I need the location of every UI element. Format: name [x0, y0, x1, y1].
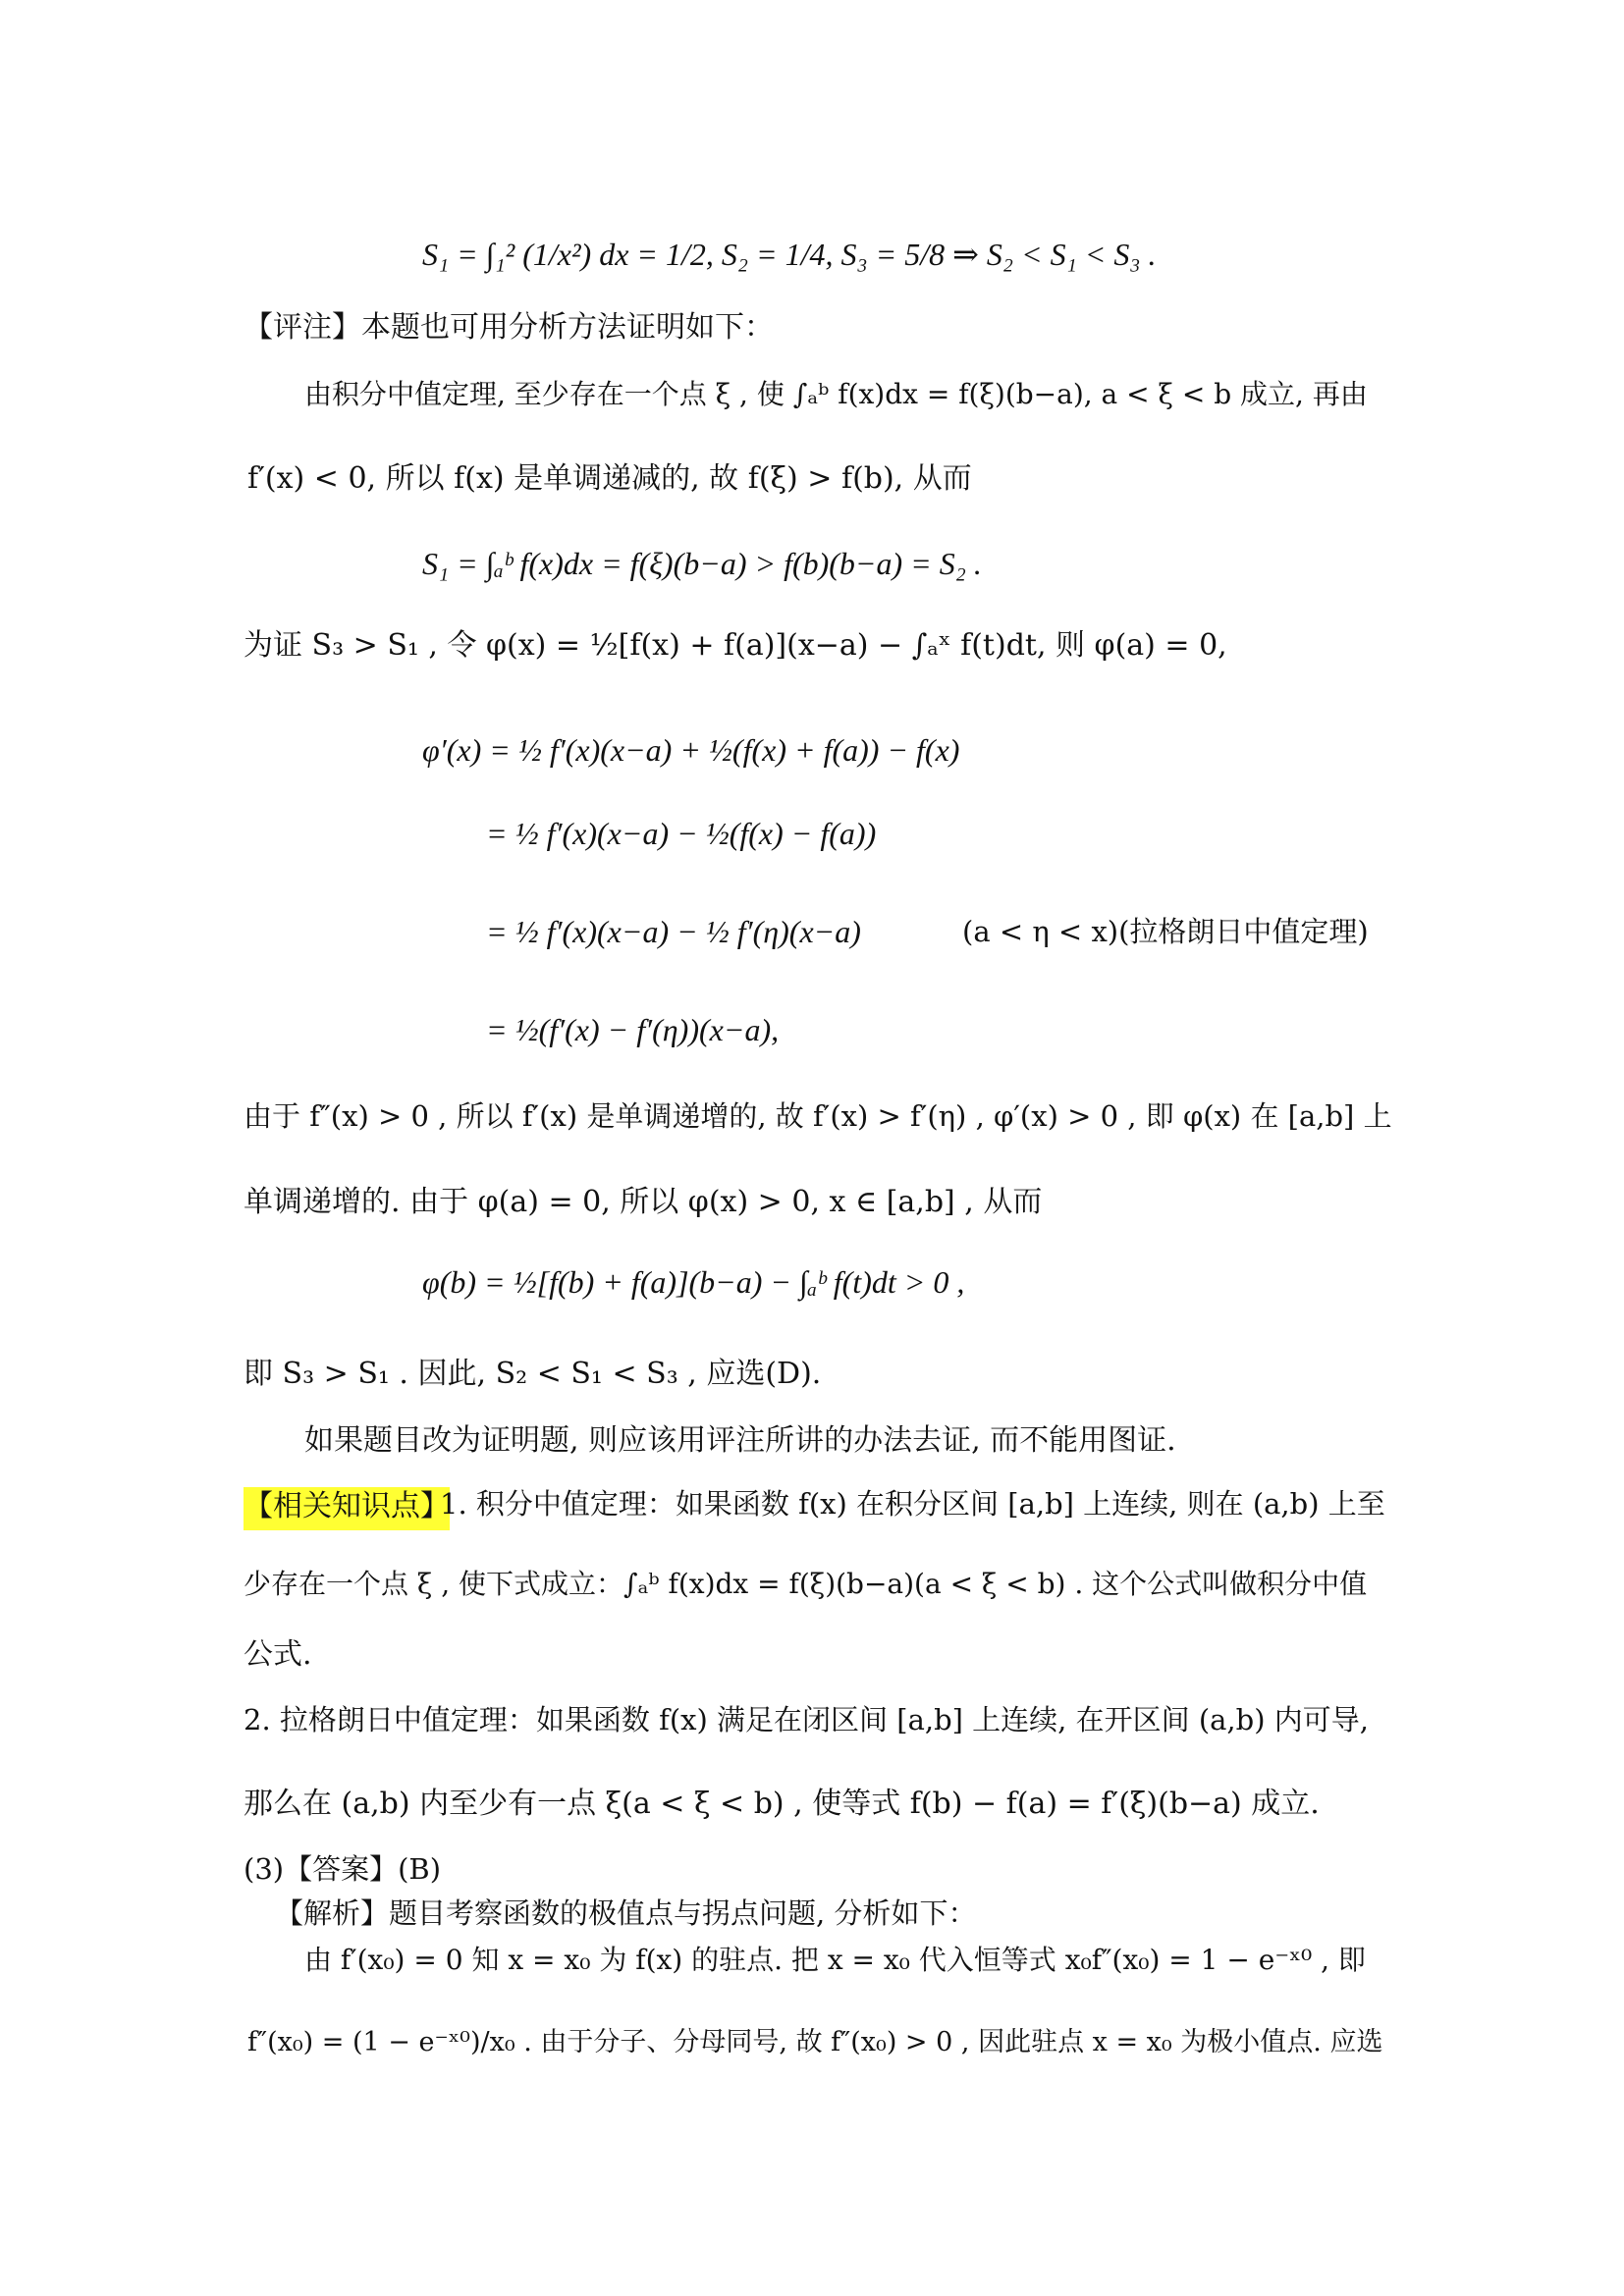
paragraph-define-phi: 为证 S₃ > S₁ , 令 φ(x) = ½[f(x) + f(a)](x−a) − ∫ₐˣ f(t)dt, 则 φ(a) = 0, — [244, 628, 1227, 663]
paragraph-phi-positive: 单调递增的. 由于 φ(a) = 0, 所以 φ(x) > 0, x ∈ [a,b] , 从而 — [244, 1185, 1043, 1219]
analysis-line-2: f″(x₀) = (1 − e⁻ˣ⁰)/x₀ . 由于分子、分母同号, 故 f″(x₀) > 0 , 因此驻点 x = x₀ 为极小值点. 应选 — [247, 2027, 1383, 2057]
related-knowledge-label: 【相关知识点】 — [244, 1487, 450, 1530]
paragraph-monotone-increasing: 由于 f″(x) > 0 , 所以 f′(x) 是单调递增的, 故 f′(x) > f′(η) , φ′(x) > 0 , 即 φ(x) 在 [a,b] 上 — [244, 1099, 1392, 1133]
knowledge-item-1-line-3: 公式. — [244, 1637, 312, 1672]
equation-s-values: S₁ = ∫₁² (1/x²) dx = 1/2, S₂ = 1/4, S₃ = 5/8 ⇒ S₂ < S₁ < S₃ . — [422, 237, 1157, 272]
derivation-line-3: = ½ f′(x)(x−a) − ½ f′(η)(x−a) — [486, 914, 861, 949]
knowledge-item-2-line-2: 那么在 (a,b) 内至少有一点 ξ(a < ξ < b) , 使等式 f(b) − f(a) = f′(ξ)(b−a) 成立. — [244, 1787, 1320, 1821]
paragraph-proof-note: 如果题目改为证明题, 则应该用评注所讲的办法去证, 而不能用图证. — [304, 1423, 1176, 1458]
analysis-line-1: 由 f′(x₀) = 0 知 x = x₀ 为 f(x) 的驻点. 把 x = x₀ 代入恒等式 x₀f″(x₀) = 1 − e⁻ˣ⁰ , 即 — [304, 1944, 1366, 1976]
knowledge-item-1-line-1: 1. 积分中值定理：如果函数 f(x) 在积分区间 [a,b] 上连续, 则在 (a,b) 上至 — [440, 1487, 1385, 1521]
knowledge-item-2-line-1: 2. 拉格朗日中值定理：如果函数 f(x) 满足在闭区间 [a,b] 上连续, 在开区间 (a,b) 内可导, — [244, 1703, 1369, 1736]
paragraph-integral-mean-value: 由积分中值定理, 至少存在一个点 ξ , 使 ∫ₐᵇ f(x)dx = f(ξ)(b−a), a < ξ < b 成立, 再由 — [304, 378, 1368, 410]
answer-label: (3)【答案】(B) — [244, 1852, 442, 1886]
derivation-line-3-note: (a < η < x)(拉格朗日中值定理) — [962, 915, 1369, 948]
analysis-heading: 【解析】题目考察函数的极值点与拐点问题, 分析如下： — [275, 1896, 977, 1930]
derivation-line-1: φ′(x) = ½ f′(x)(x−a) + ½(f(x) + f(a)) − f(x) — [422, 732, 960, 768]
paragraph-monotone-decreasing: f′(x) < 0, 所以 f(x) 是单调递减的, 故 f(ξ) > f(b), 从而 — [247, 461, 972, 496]
equation-phi-b: φ(b) = ½[f(b) + f(a)](b−a) − ∫ₐᵇ f(t)dt > 0 , — [422, 1264, 965, 1300]
derivation-line-2: = ½ f′(x)(x−a) − ½(f(x) − f(a)) — [486, 816, 877, 851]
derivation-line-4: = ½(f′(x) − f′(η))(x−a), — [486, 1012, 780, 1047]
knowledge-item-1-line-2: 少存在一个点 ξ , 使下式成立：∫ₐᵇ f(x)dx = f(ξ)(b−a)(a < ξ < b) . 这个公式叫做积分中值 — [244, 1568, 1368, 1600]
comment-heading: 【评注】本题也可用分析方法证明如下： — [244, 310, 774, 345]
equation-s1-gt-s2: S₁ = ∫ₐᵇ f(x)dx = f(ξ)(b−a) > f(b)(b−a) = S₂ . — [422, 546, 982, 581]
paragraph-conclusion: 即 S₃ > S₁ . 因此, S₂ < S₁ < S₃ , 应选(D). — [244, 1357, 822, 1391]
